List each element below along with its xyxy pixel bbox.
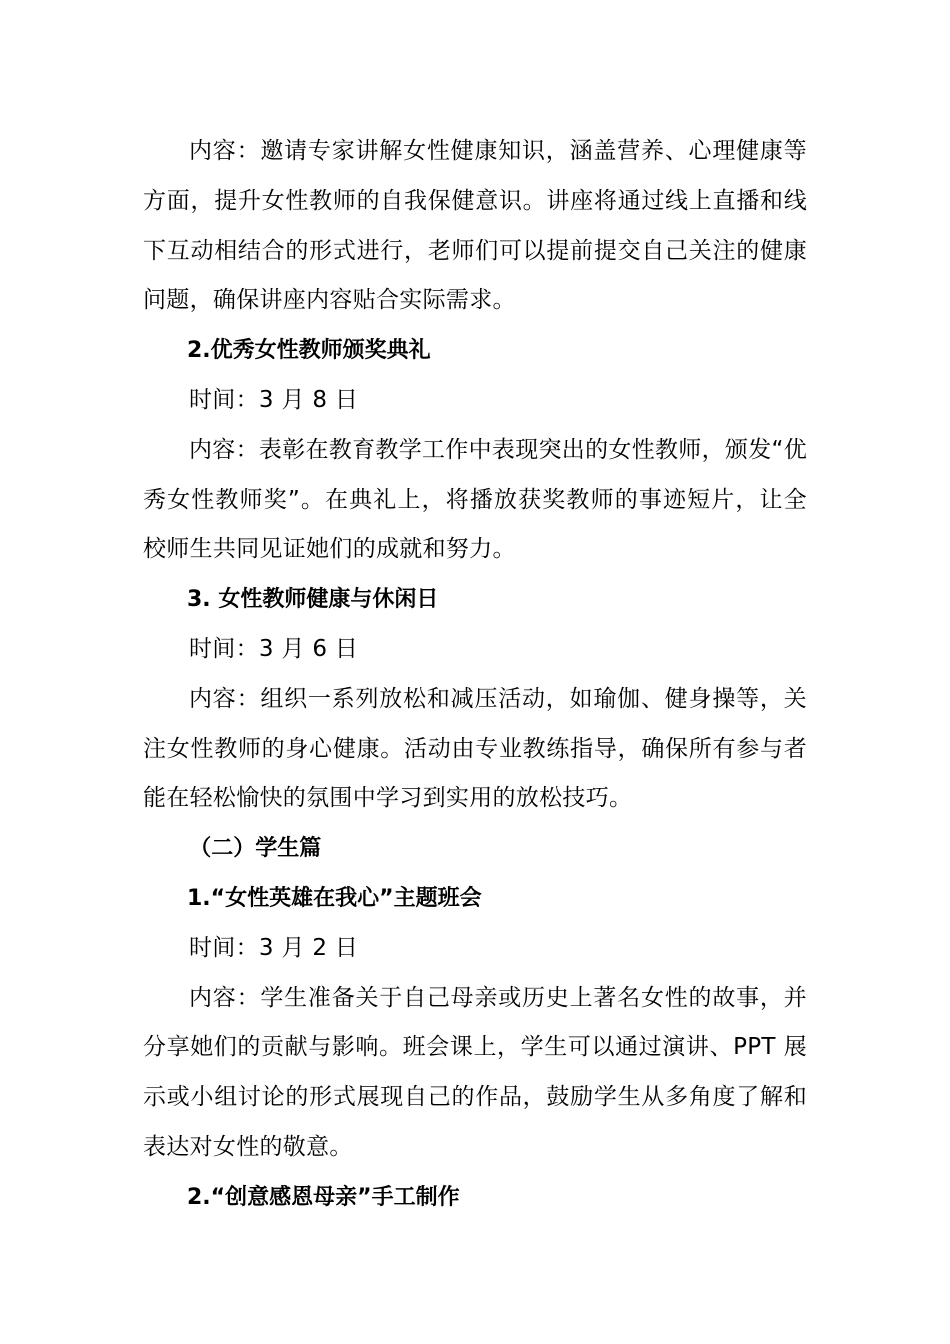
section-heading-students: （二）学生篇 [189,836,322,862]
heading-health-leisure-day: 3. 女性教师健康与休闲日 [187,587,439,613]
paragraph-class-meeting-content: 内容：学生准备关于自己母亲或历史上著名女性的故事，并分享她们的贡献与影响。班会课上，学生可以通过演讲、PPT 展示或小组讨论的形式展现自己的作品，鼓励学生从多角度了解和表达对女性的敬意。 [143,984,807,1160]
heading-class-meeting: 1.“女性英雄在我心”主题班会 [187,885,482,911]
paragraph-class-meeting-time: 时间：3 月 2 日 [189,934,359,961]
document-page [143,127,807,1223]
heading-handicraft: 2.“创意感恩母亲”手工制作 [187,1184,460,1210]
paragraph-health-leisure-time: 时间：3 月 6 日 [189,635,359,662]
paragraph-award-ceremony-time: 时间：3 月 8 日 [189,386,359,413]
paragraph-award-ceremony-content: 内容：表彰在教育教学工作中表现突出的女性教师，颁发“优秀女性教师奖”。在典礼上，将播放获奖教师的事迹短片，让全校师生共同见证她们的成就和努力。 [143,436,808,563]
paragraph-health-leisure-content: 内容：组织一系列放松和减压活动，如瑜伽、健身操等，关注女性教师的身心健康。活动由专业教练指导，确保所有参与者能在轻松愉快的氛围中学习到实用的放松技巧。 [143,685,807,812]
paragraph-health-lecture-content: 内容：邀请专家讲解女性健康知识，涵盖营养、心理健康等方面，提升女性教师的自我保健意识。讲座将通过线上直播和线下互动相结合的形式进行，老师们可以提前提交自己关注的健康问题，确保讲座内容贴合实际需求。 [143,138,807,314]
heading-award-ceremony: 2.优秀女性教师颁奖典礼 [187,338,431,364]
